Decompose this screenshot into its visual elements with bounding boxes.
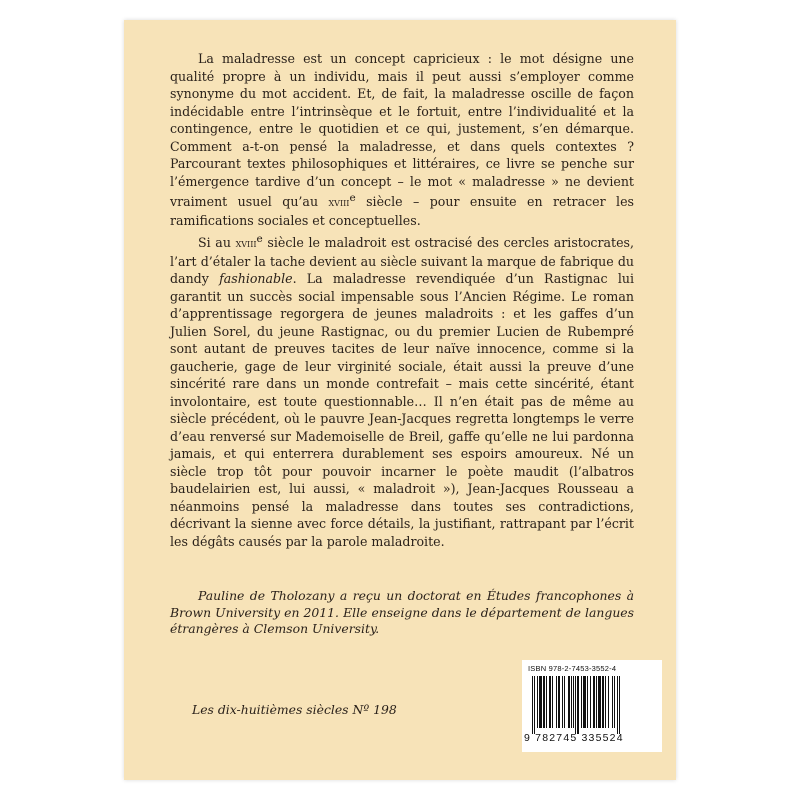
century-superscript: e: [256, 233, 263, 246]
series-title: Les dix-huitièmes siècles Nº 198: [192, 702, 397, 717]
italic-word: fashionable: [219, 271, 293, 287]
blurb: [170, 50, 634, 550]
paragraph-1-text-end: siècle – pour ensuite en retracer les ramifications sociales et conceptuelles.: [170, 194, 634, 228]
century-superscript: e: [349, 192, 356, 204]
book-back-cover: [124, 20, 676, 780]
barcode-number: 9 782745 335524: [524, 732, 624, 744]
paragraph-1-text: La maladresse est un concept capricieux : le mot désigne une qualité propre à un individu, mais il peut aussi s’employer comme synonyme du mot accident. Et, de fait, la maladresse oscille de façon indécidable entre l’intrinsèque et le fortuit, entre l’individualité et la contingence, entre le quotidien et ce qui, justement, s’en démarque. Comment a-t-on pensé la maladresse, et dans quels contextes ? Parcourant textes philosophiques et littéraires, ce livre se penche sur l’émergence tardive d’un concept – le mot « maladresse » ne devient vraiment usuel qu’au: [170, 51, 634, 210]
barcode-image: [528, 676, 656, 734]
century-numeral: xviii: [235, 236, 257, 251]
century-numeral: xviii: [328, 195, 350, 210]
blurb-paragraph-2: [170, 231, 634, 550]
blurb-paragraph-1: [170, 50, 634, 229]
paragraph-2-text-middle: siècle le maladroit est ostracisé des cercles aristocrates, l’art d’étaler la tache devient au siècle suivant la marque de fabrique du dandy: [170, 235, 634, 287]
author-bio: Pauline de Tholozany a reçu un doctorat en Études francophones à Brown University en 2011. Elle enseigne dans le département de langues étrangères à Clemson University.: [170, 588, 634, 636]
barcode-box: [522, 660, 662, 752]
paragraph-2-text: Si au: [198, 235, 236, 251]
isbn-label: ISBN 978-2-7453-3552-4: [528, 664, 617, 673]
paragraph-2-text-end: . La maladresse revendiquée d’un Rastignac lui garantit un succès social impensable sous l’Ancien Régime. Le roman d’apprentissage regorgera de jeunes maladroits : et les gaffes d’un Julien Sorel, du jeune Rastignac, ou du premier Lucien de Rubempré sont autant de preuves tacites de leur naïve innocence, comme si la gaucherie, gage de leur virginité sociale, était aussi la preuve d’une sincérité rare dans un monde contrefait – mais cette sincérité, étant involontaire, est toute questionnable… Il n’en était pas de même au siècle précédent, où le pauvre Jean-Jacques regretta longtemps le verre d’eau renversé sur Mademoiselle de Breil, gaffe qu’elle ne lui pardonna jamais, et qui enterrera durablement ses espoirs amoureux. Né un siècle trop tôt pour pouvoir incarner le poète maudit (l’albatros baudelairien est, lui aussi, « maladroit »), Jean-Jacques Rousseau a néanmoins pensé la maladresse dans toutes ses contradictions, décrivant la sienne avec force détails, la justifiant, rattrapant par l’écrit les dégâts causés par la parole maladroite.: [170, 271, 634, 549]
